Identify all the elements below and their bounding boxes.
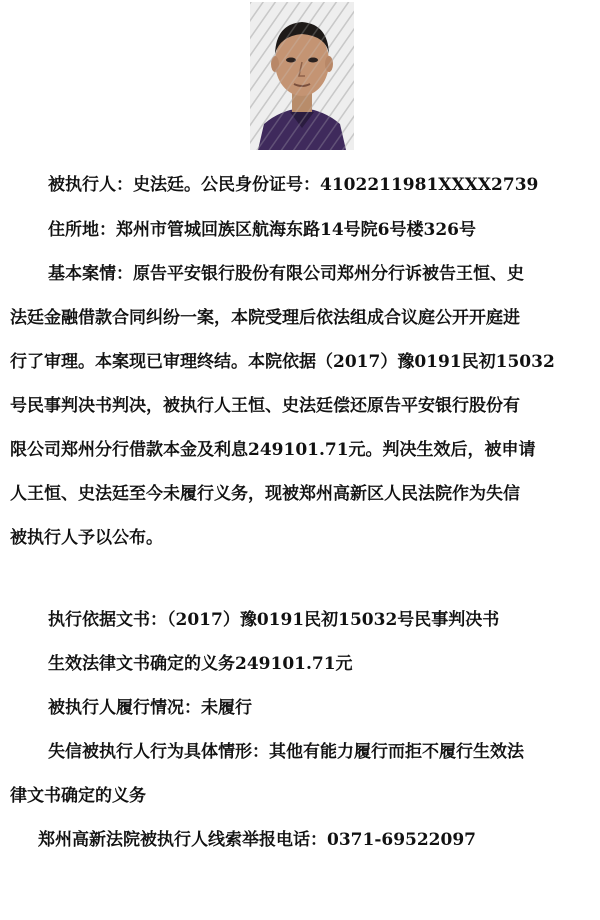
enforcement-basis: 执行依据文书：（2017）豫0191民初15032号民事判决书 [48,610,500,630]
case-summary-line-1: 基本案情：原告平安银行股份有限公司郑州分行诉被告王恒、史 [48,264,524,284]
performance-status: 被执行人履行情况：未履行 [48,698,252,718]
person-photo-icon [250,2,354,150]
respondent-line: 被执行人：史法廷。公民身份证号：4102211981XXXX2739 [48,175,539,195]
case-summary-line-7: 被执行人予以公布。 [10,528,163,548]
case-summary-line-5: 限公司郑州分行借款本金及利息249101.71元。判决生效后，被申请 [10,440,536,460]
address-line: 住所地：郑州市管城回族区航海东路14号院6号楼326号 [48,220,476,240]
case-summary-line-2: 法廷金融借款合同纠纷一案，本院受理后依法组成合议庭公开开庭进 [10,308,520,328]
obligation-amount: 生效法律文书确定的义务249101.71元 [48,654,353,674]
person-photo [250,2,354,150]
dishonest-behavior-line-2: 律文书确定的义务 [10,786,146,806]
case-summary-line-6: 人王恒、史法廷至今未履行义务，现被郑州高新区人民法院作为失信 [10,484,520,504]
report-hotline: 郑州高新法院被执行人线索举报电话：0371-69522097 [38,830,476,850]
case-summary-line-3: 行了审理。本案现已审理终结。本院依据（2017）豫0191民初15032 [10,352,555,372]
case-summary-line-4: 号民事判决书判决，被执行人王恒、史法廷偿还原告平安银行股份有 [10,396,520,416]
dishonest-behavior-line-1: 失信被执行人行为具体情形：其他有能力履行而拒不履行生效法 [48,742,524,762]
